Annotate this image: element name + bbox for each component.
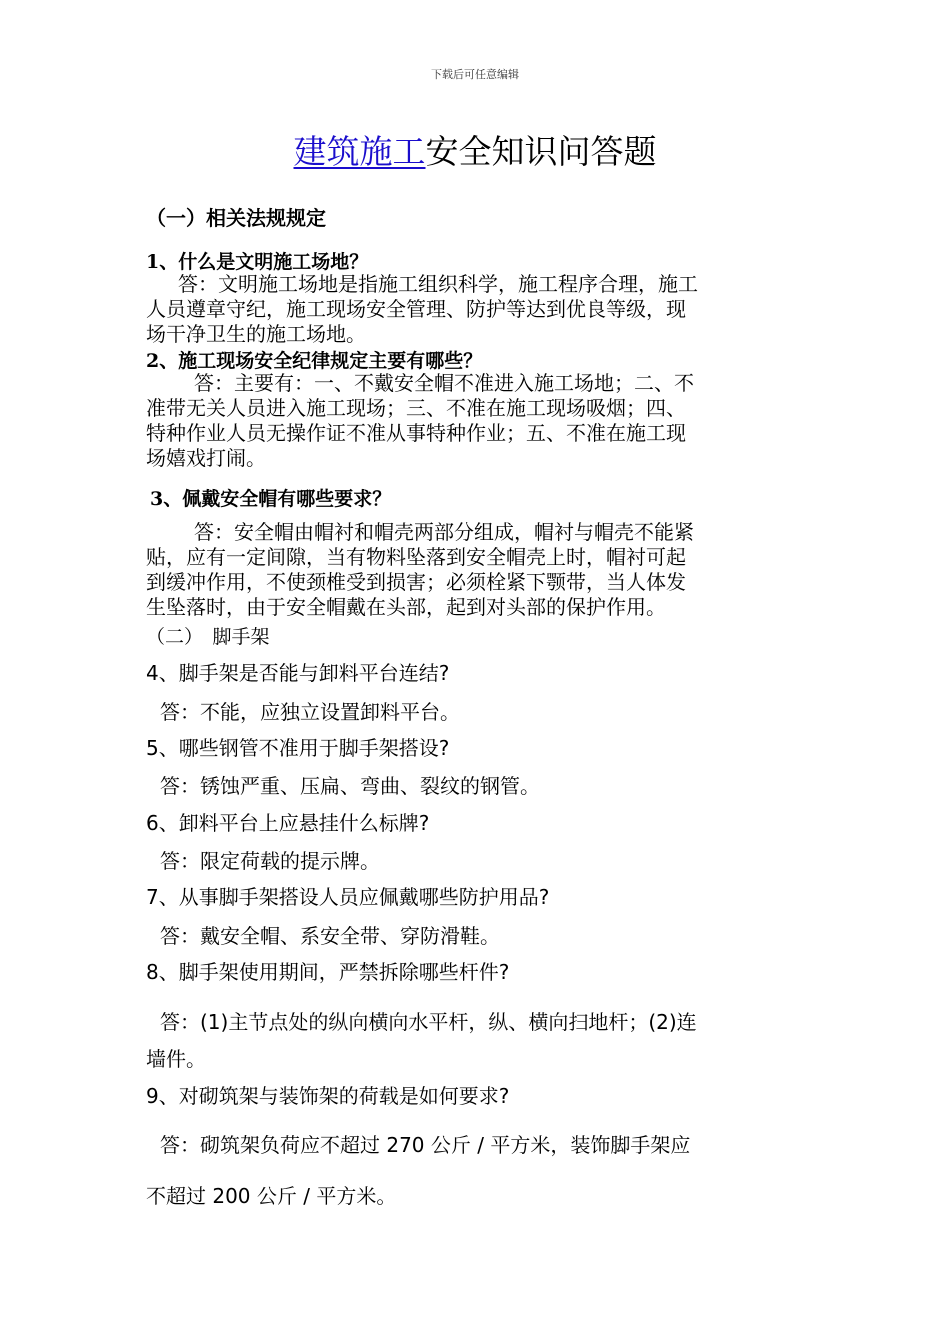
answer-2-line-2: 准带无关人员进入施工现场；三、不准在施工现场吸烟；四、	[146, 396, 686, 420]
answer-5: 答：锈蚀严重、压扁、弯曲、裂纹的钢管。	[160, 774, 540, 798]
answer-7: 答：戴安全帽、系安全带、穿防滑鞋。	[160, 924, 500, 948]
answer-8-line-1: 答：(1)主节点处的纵向横向水平杆，纵、横向扫地杆；(2)连	[160, 1010, 697, 1034]
title-rest: 安全知识问答题	[425, 132, 657, 171]
answer-3-line-2: 贴，应有一定间隙，当有物料坠落到安全帽壳上时，帽衬可起	[146, 545, 686, 569]
section-heading-regulations: （一）相关法规规定	[146, 206, 326, 230]
question-6: 6、卸料平台上应悬挂什么标牌?	[146, 811, 430, 835]
page-header: 下载后可任意编辑	[431, 68, 519, 81]
answer-3-line-4: 生坠落时，由于安全帽戴在头部，起到对头部的保护作用。	[146, 595, 666, 619]
question-4: 4、脚手架是否能与卸料平台连结?	[146, 661, 450, 685]
answer-2-line-4: 场嬉戏打闹。	[146, 446, 266, 470]
question-5: 5、哪些钢管不准用于脚手架搭设?	[146, 736, 450, 760]
question-2: 2、施工现场安全纪律规定主要有哪些？	[146, 350, 483, 372]
question-7: 7、从事脚手架搭设人员应佩戴哪些防护用品?	[146, 885, 550, 909]
answer-1-line-1: 答：文明施工场地是指施工组织科学，施工程序合理，施工	[178, 272, 698, 296]
section-heading-scaffold: （二） 脚手架	[146, 626, 270, 648]
answer-2-line-1: 答：主要有：一、不戴安全帽不准进入施工场地；二、不	[194, 371, 694, 395]
question-9: 9、对砌筑架与装饰架的荷载是如何要求?	[146, 1084, 510, 1108]
answer-3-line-3: 到缓冲作用，不使颈椎受到损害；必须栓紧下颚带，当人体发	[146, 570, 686, 594]
answer-9-line-1: 答：砌筑架负荷应不超过 270 公斤 / 平方米，装饰脚手架应	[160, 1133, 691, 1157]
answer-3-line-1: 答：安全帽由帽衬和帽壳两部分组成，帽衬与帽壳不能紧	[194, 520, 694, 544]
answer-4: 答：不能，应独立设置卸料平台。	[160, 700, 460, 724]
answer-2-line-3: 特种作业人员无操作证不准从事特种作业；五、不准在施工现	[146, 421, 686, 445]
answer-1-line-2: 人员遵章守纪，施工现场安全管理、防护等达到优良等级，现	[146, 297, 686, 321]
answer-8-line-2: 墙件。	[146, 1047, 206, 1071]
title-link[interactable]: 建筑施工	[293, 132, 426, 171]
answer-1-line-3: 场干净卫生的施工场地。	[146, 322, 366, 346]
page-title	[0, 126, 950, 173]
question-8: 8、脚手架使用期间，严禁拆除哪些杆件?	[146, 960, 510, 984]
answer-9-line-2: 不超过 200 公斤 / 平方米。	[146, 1184, 397, 1208]
answer-6: 答：限定荷载的提示牌。	[160, 849, 380, 873]
question-1: 1、什么是文明施工场地？	[146, 251, 369, 273]
question-3: 3、佩戴安全帽有哪些要求？	[150, 488, 392, 510]
